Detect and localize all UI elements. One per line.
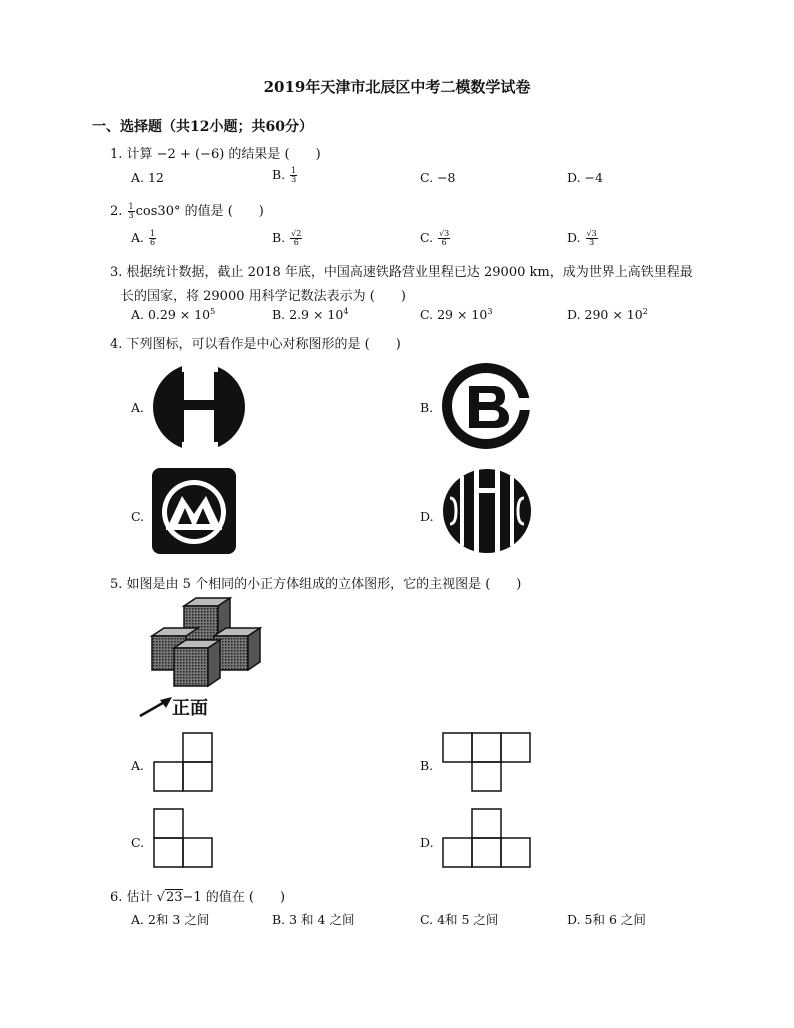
q4-option-c-label[interactable]: C. <box>131 509 145 524</box>
q5-option-b-view[interactable] <box>442 732 534 794</box>
q6-stem: 6. 估计 √23−1 的值在 ( ) <box>110 890 286 905</box>
q6-option-a[interactable]: A. 2和 3 之间 <box>131 912 210 927</box>
bank-b-logo-icon[interactable] <box>441 362 531 450</box>
q6-option-c[interactable]: C. 4和 5 之间 <box>420 912 499 927</box>
q1-option-b[interactable] <box>272 167 298 184</box>
q1-option-a[interactable]: A. 12 <box>131 170 164 185</box>
q6-option-b[interactable]: B. 3 和 4 之间 <box>272 912 355 927</box>
front-label: 正面 <box>172 698 208 719</box>
q1-option-b-label: B. <box>272 167 286 182</box>
q6-option-d[interactable]: D. 5和 6 之间 <box>567 912 646 927</box>
q1-stem: 1. 计算 −2 + (−6) 的结果是 ( ) <box>110 147 321 162</box>
q1-option-b-fraction: $\frac{1}{3}$ <box>291 166 297 184</box>
q1-option-c[interactable]: C. −8 <box>420 170 456 185</box>
q5-option-c-view[interactable] <box>153 808 215 870</box>
q3-stem-line2: 长的国家，将 29000 用科学记数法表示为 ( ) <box>121 289 406 304</box>
q2-option-c[interactable]: C. $\frac{√3}{6}$ <box>420 229 450 247</box>
q2-stem: 2. $\frac{1}{3}$ cos30° 的值是 ( ) <box>110 202 264 220</box>
q3-option-d[interactable]: D. $290 \times 10^2$ <box>567 307 648 323</box>
bank-m-logo-icon[interactable] <box>152 468 236 554</box>
q4-option-d-label[interactable]: D. <box>420 509 434 524</box>
q2-option-d[interactable]: D. $\frac{√3}{3}$ <box>567 229 597 247</box>
q2-option-b[interactable]: B. $\frac{√2}{6}$ <box>272 229 302 247</box>
cube-solid-figure <box>150 596 262 692</box>
q3-option-a[interactable]: A. $0.29 \times 10^5$ <box>131 307 216 323</box>
q5-option-c-label[interactable]: C. <box>131 835 145 850</box>
q5-option-a-view[interactable] <box>153 732 215 794</box>
page-title: 2019年天津市北辰区中考二模数学试卷 <box>263 78 531 96</box>
q4-option-b-label[interactable]: B. <box>420 400 434 415</box>
bank-citic-logo-icon[interactable] <box>442 468 532 554</box>
q3-option-b[interactable]: B. $2.9 \times 10^4$ <box>272 307 349 323</box>
q4-option-a-label[interactable]: A. <box>131 400 145 415</box>
front-direction-arrow-icon <box>138 694 174 718</box>
q5-option-b-label[interactable]: B. <box>420 758 434 773</box>
q6-radicand: 23 <box>165 890 183 905</box>
q3-stem-line1: 3. 根据统计数据，截止 2018 年底，中国高速铁路营业里程已达 29000 km，成为世界上高铁里程最 <box>110 265 693 280</box>
q4-stem: 4. 下列图标，可以看作是中心对称图形的是 ( ) <box>110 337 401 352</box>
bank-h-logo-icon[interactable] <box>152 362 246 452</box>
q2-stem-fraction: $\frac{1}{3}$ <box>128 202 134 220</box>
q3-option-c[interactable]: C. $29 \times 10^3$ <box>420 307 493 323</box>
q1-option-d[interactable]: D. −4 <box>567 170 603 185</box>
q5-option-a-label[interactable]: A. <box>131 758 145 773</box>
q5-option-d-view[interactable] <box>442 808 534 870</box>
q2-option-a[interactable]: A. $\frac{1}{6}$ <box>131 229 156 247</box>
section-heading: 一、选择题（共12小题；共60分） <box>92 119 313 135</box>
q5-stem: 5. 如图是由 5 个相同的小正方体组成的立体图形，它的主视图是 ( ) <box>110 577 522 592</box>
q5-option-d-label[interactable]: D. <box>420 835 434 850</box>
